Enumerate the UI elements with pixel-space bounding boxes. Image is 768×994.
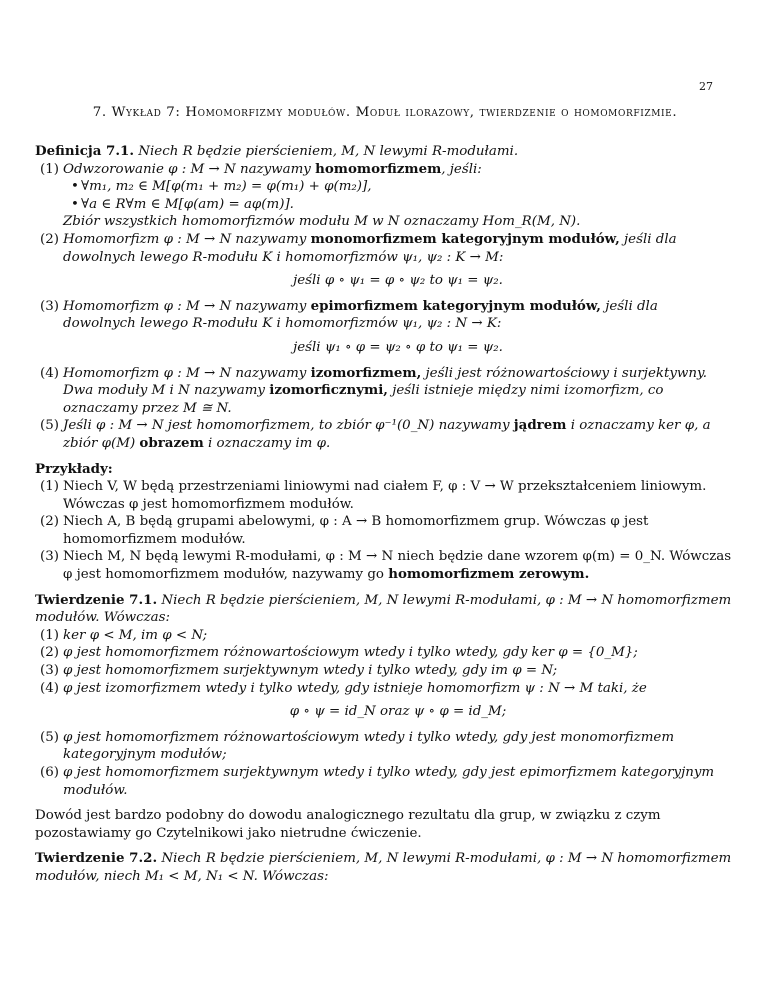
bullet-homogeneity: • ∀a ∈ R∀m ∈ M[φ(am) = aφ(m)]. — [35, 196, 733, 214]
theorem-item-3: (3) φ jest homomorfizmem surjektywnym wtedy i tylko wtedy, gdy im φ = N; — [40, 663, 558, 679]
bullet-additivity: • ∀m₁, m₂ ∈ M[φ(m₁ + m₂) = φ(m₁) + φ(m₂)], — [35, 178, 733, 196]
definition-item-5: (5) Jeśli φ : M → N jest homomorfizmem, to zbiór φ⁻¹(0_N) nazywamy jądrem i oznaczamy ker φ, a zbiór φ(M) obrazem i oznaczamy im φ. — [40, 417, 711, 451]
theorem-item-2: (2) φ jest homomorfizmem różnowartościowym wtedy i tylko wtedy, gdy ker φ = {0_M}; — [40, 645, 638, 661]
theorem-intro: Niech R będzie pierścieniem, M, N lewymi R-modułami, φ : M → N homomorfizmem modułów, niech M₁ < M, N₁ < N. Wówczas: — [35, 851, 732, 884]
theorem-intro: Niech R będzie pierścieniem, M, N lewymi R-modułami, φ : M → N homomorfizmem modułów. Wówczas: — [35, 592, 732, 626]
definition-intro: Niech R będzie pierścieniem, M, N lewymi R-modułami. — [138, 144, 519, 159]
definition-7-1 — [35, 143, 733, 453]
theorem-7-2 — [35, 850, 733, 885]
page-body — [35, 143, 733, 894]
theorem-label: Twierdzenie 7.2. — [35, 850, 158, 867]
proof-note: Dowód jest bardzo podobny do dowodu analogicznego rezultatu dla grup, w związku z czym pozostawiamy go Czytelnikowi jako nietrudne ćwiczenie. — [35, 808, 661, 841]
definition-item-2: (2) Homomorfizm φ : M → N nazywamy monomorfizmem kategoryjnym modułów, jeśli dla dowolnych lewego R-modułu K i homomorfizmów ψ₁, ψ₂ : K → M: jeśli φ ∘ ψ₁ = φ ∘ ψ₂ to ψ₁ = ψ₂. — [35, 231, 733, 290]
example-1: (1) Niech V, W będą przestrzeniami liniowymi nad ciałem F, φ : V → W przekształceniem liniowym. Wówczas φ jest homomorfizmem modułów. — [40, 479, 707, 512]
epi-condition: jeśli ψ₁ ∘ φ = ψ₂ ∘ φ to ψ₁ = ψ₂. — [293, 339, 503, 355]
mono-condition: jeśli φ ∘ ψ₁ = φ ∘ ψ₂ to ψ₁ = ψ₂. — [293, 273, 503, 289]
theorem-7-1 — [35, 592, 733, 800]
example-2: (2) Niech A, B będą grupami abelowymi, φ : A → B homomorfizmem grup. Wówczas φ jest homomorfizmem modułów. — [40, 514, 649, 547]
hom-set-note: Zbiór wszystkich homomorfizmów modułu M w N oznaczamy Hom_R(M, N). — [63, 214, 581, 230]
theorem-label: Twierdzenie 7.1. — [35, 591, 158, 608]
theorem-item-6: (6) φ jest homomorfizmem surjektywnym wtedy i tylko wtedy, gdy jest epimorfizmem kategoryjnym modułów. — [40, 765, 715, 798]
definition-item-3: (3) Homomorfizm φ : M → N nazywamy epimorfizmem kategoryjnym modułów, jeśli dla dowolnych lewego R-modułu K i homomorfizmów ψ₁, ψ₂ : N → K: jeśli ψ₁ ∘ φ = ψ₂ ∘ φ to ψ₁ = ψ₂. — [35, 298, 733, 357]
theorem-item-4: (4) φ jest izomorfizmem wtedy i tylko wtedy, gdy istnieje homomorfizm ψ : N → M taki, że φ ∘ ψ = id_N oraz ψ ∘ φ = id_M; — [35, 680, 733, 721]
definition-item-4: (4) Homomorfizm φ : M → N nazywamy izomorfizmem, jeśli jest różnowartościowy i surjektywny. Dwa moduły M i N nazywamy izomorficznymi, jeśli istnieje między nimi izomorfizm, co oznaczamy przez M ≅ N. — [40, 364, 708, 416]
theorem-item-1: (1) ker φ < M, im φ < N; — [40, 627, 208, 643]
definition-label: Definicja 7.1. — [35, 143, 134, 159]
chapter-title: 7. Wykład 7: Homomorfizmy modułów. Moduł ilorazowy, twierdzenie o homomorfizmie. — [92, 105, 678, 120]
page-number: 27 — [699, 80, 713, 93]
examples — [35, 461, 733, 584]
isomorphism-condition: φ ∘ ψ = id_N oraz ψ ∘ φ = id_M; — [289, 704, 507, 720]
example-3: (3) Niech M, N będą lewymi R-modułami, φ : M → N niech będzie dane wzorem φ(m) = 0_N. Wówczas φ jest homomorfizmem modułów, nazywamy go homomorfizmem zerowym. — [40, 549, 732, 583]
examples-label: Przykłady: — [35, 460, 113, 477]
definition-item-1: (1) Odwzorowanie φ : M → N nazywamy homomorfizmem, jeśli: • ∀m₁, m₂ ∈ M[φ(m₁ + m₂) = φ(m₁) + φ(m₂)], • ∀a ∈ R∀m ∈ M[φ(am) = aφ(m)]. Zbiór wszystkich homomorfizmów modułu M w N oznaczamy Hom_R(M, N). — [35, 161, 733, 231]
theorem-item-5: (5) φ jest homomorfizmem różnowartościowym wtedy i tylko wtedy, gdy jest monomorfizmem kategoryjnym modułów; — [40, 729, 675, 763]
